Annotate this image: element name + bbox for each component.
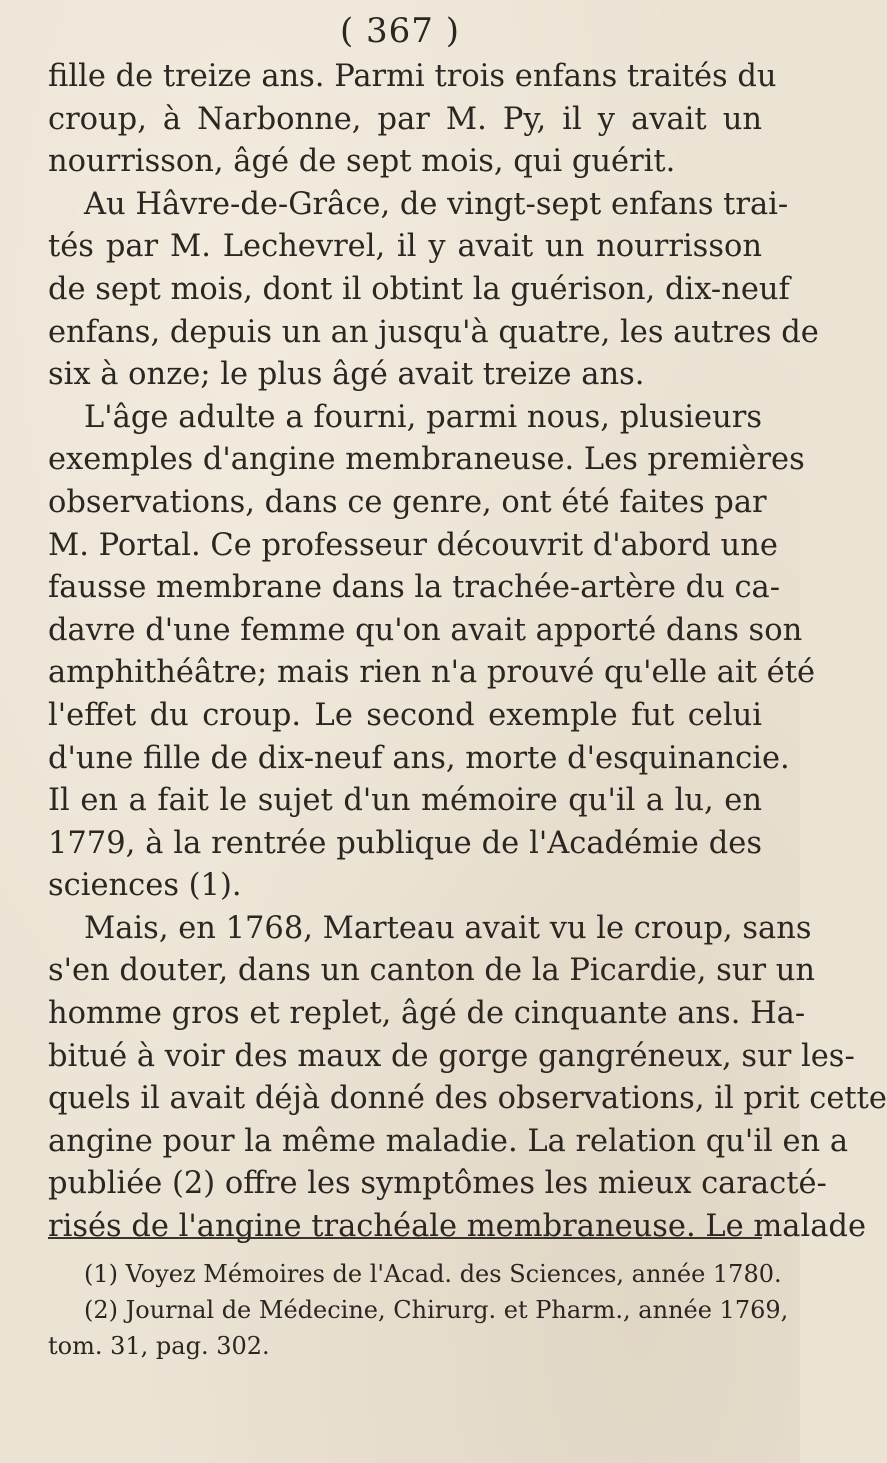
footnote-line: (2) Journal de Médecine, Chirurg. et Pharm., année 1769, xyxy=(84,1296,789,1324)
footnotes xyxy=(48,1256,789,1364)
text-line: exemples d'angine membraneuse. Les premières xyxy=(48,442,805,478)
text-line: 1779, à la rentrée publique de l'Académie des xyxy=(48,825,762,861)
text-line: nourrisson, âgé de sept mois, qui guérit. xyxy=(48,144,676,180)
text-line: s'en douter, dans un canton de la Picardie, sur un xyxy=(48,953,816,989)
text-line: observations, dans ce genre, ont été faites par xyxy=(48,484,767,520)
text-line: Au Hâvre-de-Grâce, de vingt-sept enfans trai- xyxy=(84,186,789,222)
text-line: six à onze; le plus âgé avait treize ans. xyxy=(48,357,645,393)
text-line: L'âge adulte a fourni, parmi nous, plusieurs xyxy=(84,399,762,435)
text-line: d'une fille de dix-neuf ans, morte d'esquinancie. xyxy=(48,740,790,776)
text-line: bitué à voir des maux de gorge gangréneux, sur les- xyxy=(48,1038,855,1074)
text-line: de sept mois, dont il obtint la guérison, dix-neuf xyxy=(48,271,790,307)
text-line: M. Portal. Ce professeur découvrit d'abord une xyxy=(48,527,778,563)
text-line: risés de l'angine trachéale membraneuse. Le malade xyxy=(48,1209,866,1245)
text-line: sciences (1). xyxy=(48,868,242,904)
text-line: croup, à Narbonne, par M. Py, il y avait un xyxy=(48,101,762,137)
text-line: enfans, depuis un an jusqu'à quatre, les autres de xyxy=(48,314,819,350)
text-line: Il en a fait le sujet d'un mémoire qu'il a lu, en xyxy=(48,783,762,819)
footnote-line: tom. 31, pag. 302. xyxy=(48,1332,270,1360)
text-line: quels il avait déjà donné des observations, il prit cette xyxy=(48,1081,887,1117)
text-line: amphithéâtre; mais rien n'a prouvé qu'elle ait été xyxy=(48,655,816,691)
footnote-divider xyxy=(48,1237,762,1239)
text-line: l'effet du croup. Le second exemple fut celui xyxy=(48,697,762,733)
text-line: publiée (2) offre les symptômes les mieux caracté- xyxy=(48,1166,827,1202)
text-line: davre d'une femme qu'on avait apporté dans son xyxy=(48,612,803,648)
text-line: fausse membrane dans la trachée-artère du ca- xyxy=(48,570,781,606)
text-line: homme gros et replet, âgé de cinquante ans. Ha- xyxy=(48,996,806,1032)
footnote-line: (1) Voyez Mémoires de l'Acad. des Sciences, année 1780. xyxy=(84,1260,782,1288)
text-line: angine pour la même maladie. La relation qu'il en a xyxy=(48,1123,849,1159)
text-line: fille de treize ans. Parmi trois enfans traités du xyxy=(48,59,777,94)
page-number: ( 367 ) xyxy=(339,11,461,51)
text-line: tés par M. Lechevrel, il y avait un nourrisson xyxy=(48,229,762,265)
body-text xyxy=(48,56,887,1249)
text-line: Mais, en 1768, Marteau avait vu le croup, sans xyxy=(84,910,812,946)
